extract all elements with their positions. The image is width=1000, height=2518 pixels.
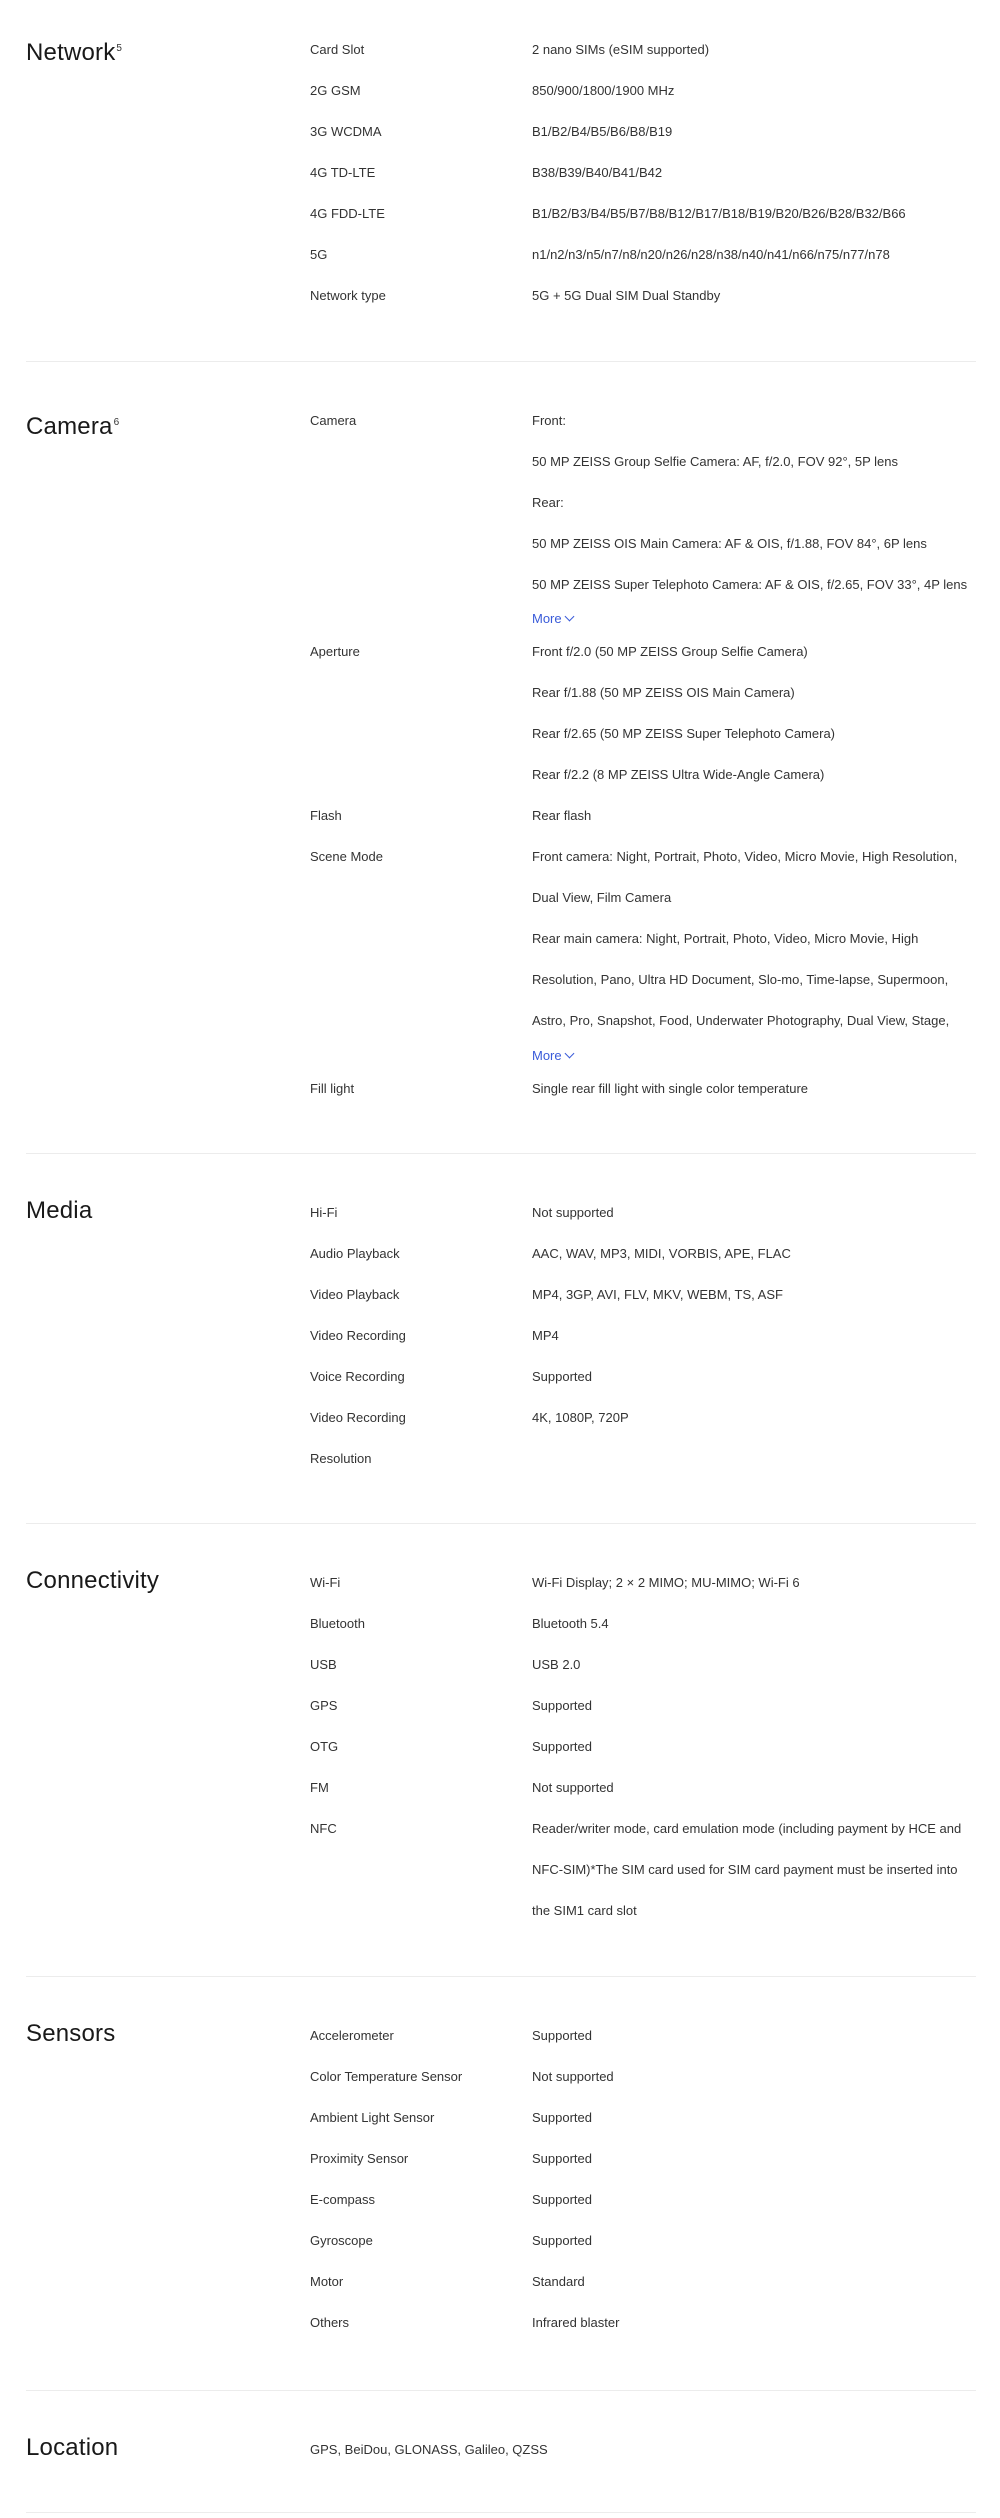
spec-value-line: Reader/writer mode, card emulation mode (including payment by HCE and xyxy=(532,1821,962,1836)
spec-value: Supported xyxy=(532,2151,592,2166)
spec-label: Card Slot xyxy=(310,42,365,57)
spec-value: Standard xyxy=(532,2274,585,2289)
section-divider xyxy=(26,2512,976,2513)
spec-value: B1/B2/B3/B4/B5/B7/B8/B12/B17/B18/B19/B20/B26/B28/B32/B66 xyxy=(532,206,906,221)
spec-label: Camera xyxy=(310,413,357,428)
spec-value: Not supported xyxy=(532,1780,614,1795)
spec-value-line: Rear f/2.65 (50 MP ZEISS Super Telephoto Camera) xyxy=(532,726,836,741)
spec-value xyxy=(532,643,982,803)
spec-label: Motor xyxy=(310,2274,344,2289)
spec-label: Video Recording xyxy=(310,1328,406,1343)
spec-value: Single rear fill light with single color temperature xyxy=(532,1081,809,1096)
spec-label: Accelerometer xyxy=(310,2028,394,2043)
section-divider xyxy=(26,1976,976,1977)
spec-value: Supported xyxy=(532,2028,592,2043)
section-title-location: Location xyxy=(26,2434,119,2461)
spec-value-line: Front camera: Night, Portrait, Photo, Video, Micro Movie, High Resolution, xyxy=(532,849,958,864)
spec-value: GPS, BeiDou, GLONASS, Galileo, QZSS xyxy=(310,2442,548,2457)
footnote-marker[interactable]: 6 xyxy=(113,417,120,428)
spec-value-line: NFC-SIM)*The SIM card used for SIM card payment must be inserted into xyxy=(532,1862,958,1877)
spec-value-line: Rear f/2.2 (8 MP ZEISS Ultra Wide-Angle Camera) xyxy=(532,767,825,782)
spec-value: Supported xyxy=(532,1698,592,1713)
spec-label: Scene Mode xyxy=(310,849,383,864)
spec-value: 2 nano SIMs (eSIM supported) xyxy=(532,42,710,57)
spec-value-line: 50 MP ZEISS Super Telephoto Camera: AF & OIS, f/2.65, FOV 33°, 4P lens xyxy=(532,577,968,592)
spec-label: Proximity Sensor xyxy=(310,2151,409,2166)
spec-label: USB xyxy=(310,1657,337,1672)
section-divider xyxy=(26,1523,976,1524)
section-title-sensors: Sensors xyxy=(26,2020,116,2047)
spec-label: Network type xyxy=(310,288,386,303)
spec-value: Supported xyxy=(532,2110,592,2125)
spec-label: Others xyxy=(310,2315,350,2330)
spec-value-line: 50 MP ZEISS Group Selfie Camera: AF, f/2.0, FOV 92°, 5P lens xyxy=(532,454,898,469)
spec-value: 5G + 5G Dual SIM Dual Standby xyxy=(532,288,721,303)
spec-label: Resolution xyxy=(310,1451,372,1466)
spec-value-line: Astro, Pro, Snapshot, Food, Underwater Photography, Dual View, Stage, xyxy=(532,1013,950,1028)
spec-value: USB 2.0 xyxy=(532,1657,581,1672)
spec-value: Bluetooth 5.4 xyxy=(532,1616,609,1631)
spec-value-line: Rear main camera: Night, Portrait, Photo, Video, Micro Movie, High xyxy=(532,931,919,946)
spec-value: MP4, 3GP, AVI, FLV, MKV, WEBM, TS, ASF xyxy=(532,1287,783,1302)
spec-value-line: Resolution, Pano, Ultra HD Document, Slo-mo, Time-lapse, Supermoon, xyxy=(532,972,949,987)
section-divider xyxy=(26,1153,976,1154)
spec-value: MP4 xyxy=(532,1328,559,1343)
spec-label: OTG xyxy=(310,1739,339,1754)
spec-value-line: the SIM1 card slot xyxy=(532,1903,637,1918)
spec-value xyxy=(532,1820,982,1940)
more-link-scene-mode[interactable]: More xyxy=(532,1047,573,1065)
spec-label: Color Temperature Sensor xyxy=(310,2069,463,2084)
spec-value: Supported xyxy=(532,2192,592,2207)
spec-label: Bluetooth xyxy=(310,1616,365,1631)
spec-label: Flash xyxy=(310,808,342,823)
section-title-media: Media xyxy=(26,1197,93,1224)
section-divider xyxy=(26,2390,976,2391)
spec-label: Fill light xyxy=(310,1081,355,1096)
spec-value-line: Front: xyxy=(532,413,566,428)
spec-label: Wi-Fi xyxy=(310,1575,341,1590)
spec-value xyxy=(532,412,982,612)
spec-label: Video Playback xyxy=(310,1287,400,1302)
spec-value: Rear flash xyxy=(532,808,592,823)
spec-value: Not supported xyxy=(532,1205,614,1220)
spec-label: FM xyxy=(310,1780,329,1795)
spec-value-line: Dual View, Film Camera xyxy=(532,890,672,905)
spec-value: Infrared blaster xyxy=(532,2315,620,2330)
chevron-down-icon xyxy=(564,612,574,622)
spec-value: Wi-Fi Display; 2 × 2 MIMO; MU-MIMO; Wi-Fi 6 xyxy=(532,1575,800,1590)
footnote-marker[interactable]: 5 xyxy=(116,43,123,54)
spec-value: Supported xyxy=(532,2233,592,2248)
spec-label: GPS xyxy=(310,1698,338,1713)
section-title-connectivity: Connectivity xyxy=(26,1567,160,1594)
section-title-camera: Camera$^6$ xyxy=(26,413,120,440)
spec-value xyxy=(532,848,982,1048)
spec-label: 4G FDD-LTE xyxy=(310,206,385,221)
spec-value: 850/900/1800/1900 MHz xyxy=(532,83,675,98)
spec-label: 5G xyxy=(310,247,328,262)
spec-value: B38/B39/B40/B41/B42 xyxy=(532,165,663,180)
spec-label: 3G WCDMA xyxy=(310,124,382,139)
spec-value-line: Front f/2.0 (50 MP ZEISS Group Selfie Camera) xyxy=(532,644,808,659)
spec-label: Gyroscope xyxy=(310,2233,373,2248)
spec-value: Not supported xyxy=(532,2069,614,2084)
section-title-network: Network$^5$ xyxy=(26,39,123,66)
spec-value: Supported xyxy=(532,1369,592,1384)
spec-value-line: 50 MP ZEISS OIS Main Camera: AF & OIS, f/1.88, FOV 84°, 6P lens xyxy=(532,536,927,551)
spec-value: 4K, 1080P, 720P xyxy=(532,1410,629,1425)
chevron-down-icon xyxy=(564,1049,574,1059)
spec-value-line: Rear: xyxy=(532,495,564,510)
spec-label: E-compass xyxy=(310,2192,376,2207)
section-divider xyxy=(26,361,976,362)
spec-value-line: Rear f/1.88 (50 MP ZEISS OIS Main Camera) xyxy=(532,685,795,700)
spec-value: AAC, WAV, MP3, MIDI, VORBIS, APE, FLAC xyxy=(532,1246,791,1261)
spec-label: Hi-Fi xyxy=(310,1205,338,1220)
more-link-camera[interactable]: More xyxy=(532,610,573,628)
spec-value: n1/n2/n3/n5/n7/n8/n20/n26/n28/n38/n40/n41/n66/n75/n77/n78 xyxy=(532,247,890,262)
spec-label: Voice Recording xyxy=(310,1369,405,1384)
spec-label: Audio Playback xyxy=(310,1246,400,1261)
spec-label: 4G TD-LTE xyxy=(310,165,376,180)
spec-label: 2G GSM xyxy=(310,83,361,98)
spec-label: Ambient Light Sensor xyxy=(310,2110,435,2125)
spec-value: B1/B2/B4/B5/B6/B8/B19 xyxy=(532,124,673,139)
spec-label: NFC xyxy=(310,1821,337,1836)
spec-label: Aperture xyxy=(310,644,360,659)
spec-label: Video Recording xyxy=(310,1410,406,1425)
spec-value: Supported xyxy=(532,1739,592,1754)
